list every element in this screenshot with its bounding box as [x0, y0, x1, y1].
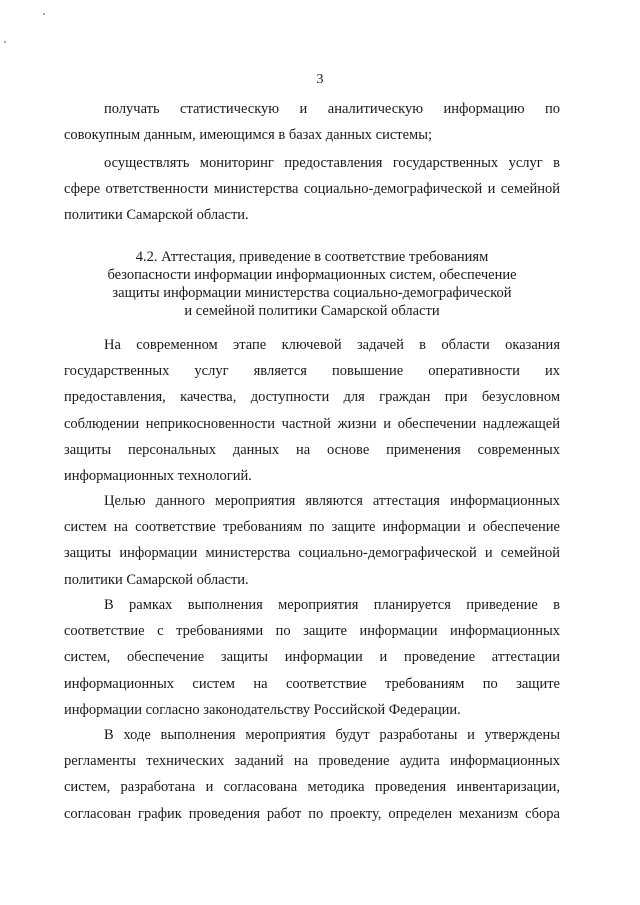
paragraph-current-stage	[64, 332, 560, 489]
paragraph-goal	[64, 488, 560, 593]
text-line: На современном этапе ключевой задачей в области оказания	[104, 337, 560, 353]
heading-line: защиты информации министерства социально-демографической	[112, 285, 512, 301]
text-line: государственных услуг является повышение оперативности их	[64, 363, 560, 380]
paragraph-implementation	[64, 722, 560, 827]
text-line: соответствие с требованиями по защите информации информационных	[64, 623, 560, 640]
text-line: политики Самарской области.	[64, 207, 249, 224]
text-line: сфере ответственности министерства социально-демографической и семейной	[64, 181, 560, 198]
text-line: совокупным данным, имеющимся в базах данных системы;	[64, 127, 432, 144]
heading-line: и семейной политики Самарской области	[184, 303, 440, 319]
text-line: осуществлять мониторинг предоставления государственных услуг в	[104, 155, 560, 171]
text-line: информационных технологий.	[64, 468, 252, 485]
text-line: защиты персональных данных на основе применения современных	[64, 441, 560, 458]
paragraph-monitoring	[64, 150, 560, 229]
text-line: защиты информации министерства социально-демографической и семейной	[64, 545, 560, 562]
paragraph-statistics	[64, 96, 560, 148]
page-number: 3	[316, 72, 324, 87]
section-heading	[64, 248, 560, 320]
text-line: систем, обеспечение защиты информации и проведение аттестации	[64, 649, 560, 666]
text-line: информационных систем на соответствие требованиям по защите	[64, 675, 560, 692]
text-line: политики Самарской области.	[64, 571, 249, 588]
text-line: соблюдении неприкосновенности частной жизни и обеспечении надлежащей	[64, 415, 560, 432]
text-line: согласован график проведения работ по проекту, определен механизм сбора	[64, 805, 560, 822]
text-line: В рамках выполнения мероприятия планируется приведение в	[104, 597, 560, 613]
paragraph-planned-actions	[64, 592, 560, 723]
text-line: систем на соответствие требованиям по защите информации и обеспечение	[64, 519, 560, 536]
text-line: предоставления, качества, доступности для граждан при безусловном	[64, 389, 560, 406]
text-line: Целью данного мероприятия являются аттестация информационных	[104, 493, 560, 509]
text-line: получать статистическую и аналитическую информацию по	[104, 101, 560, 117]
scan-speck	[4, 41, 6, 43]
text-line: регламенты технических заданий на проведение аудита информационных	[64, 753, 560, 770]
heading-line: безопасности информации информационных систем, обеспечение	[107, 267, 517, 283]
text-line: В ходе выполнения мероприятия будут разработаны и утверждены	[104, 727, 560, 743]
scan-speck	[43, 13, 45, 15]
text-line: информации согласно законодательству Российской Федерации.	[64, 701, 461, 718]
heading-line: 4.2. Аттестация, приведение в соответствие требованиям	[135, 249, 489, 265]
text-line: систем, разработана и согласована методика проведения инвентаризации,	[64, 779, 560, 796]
